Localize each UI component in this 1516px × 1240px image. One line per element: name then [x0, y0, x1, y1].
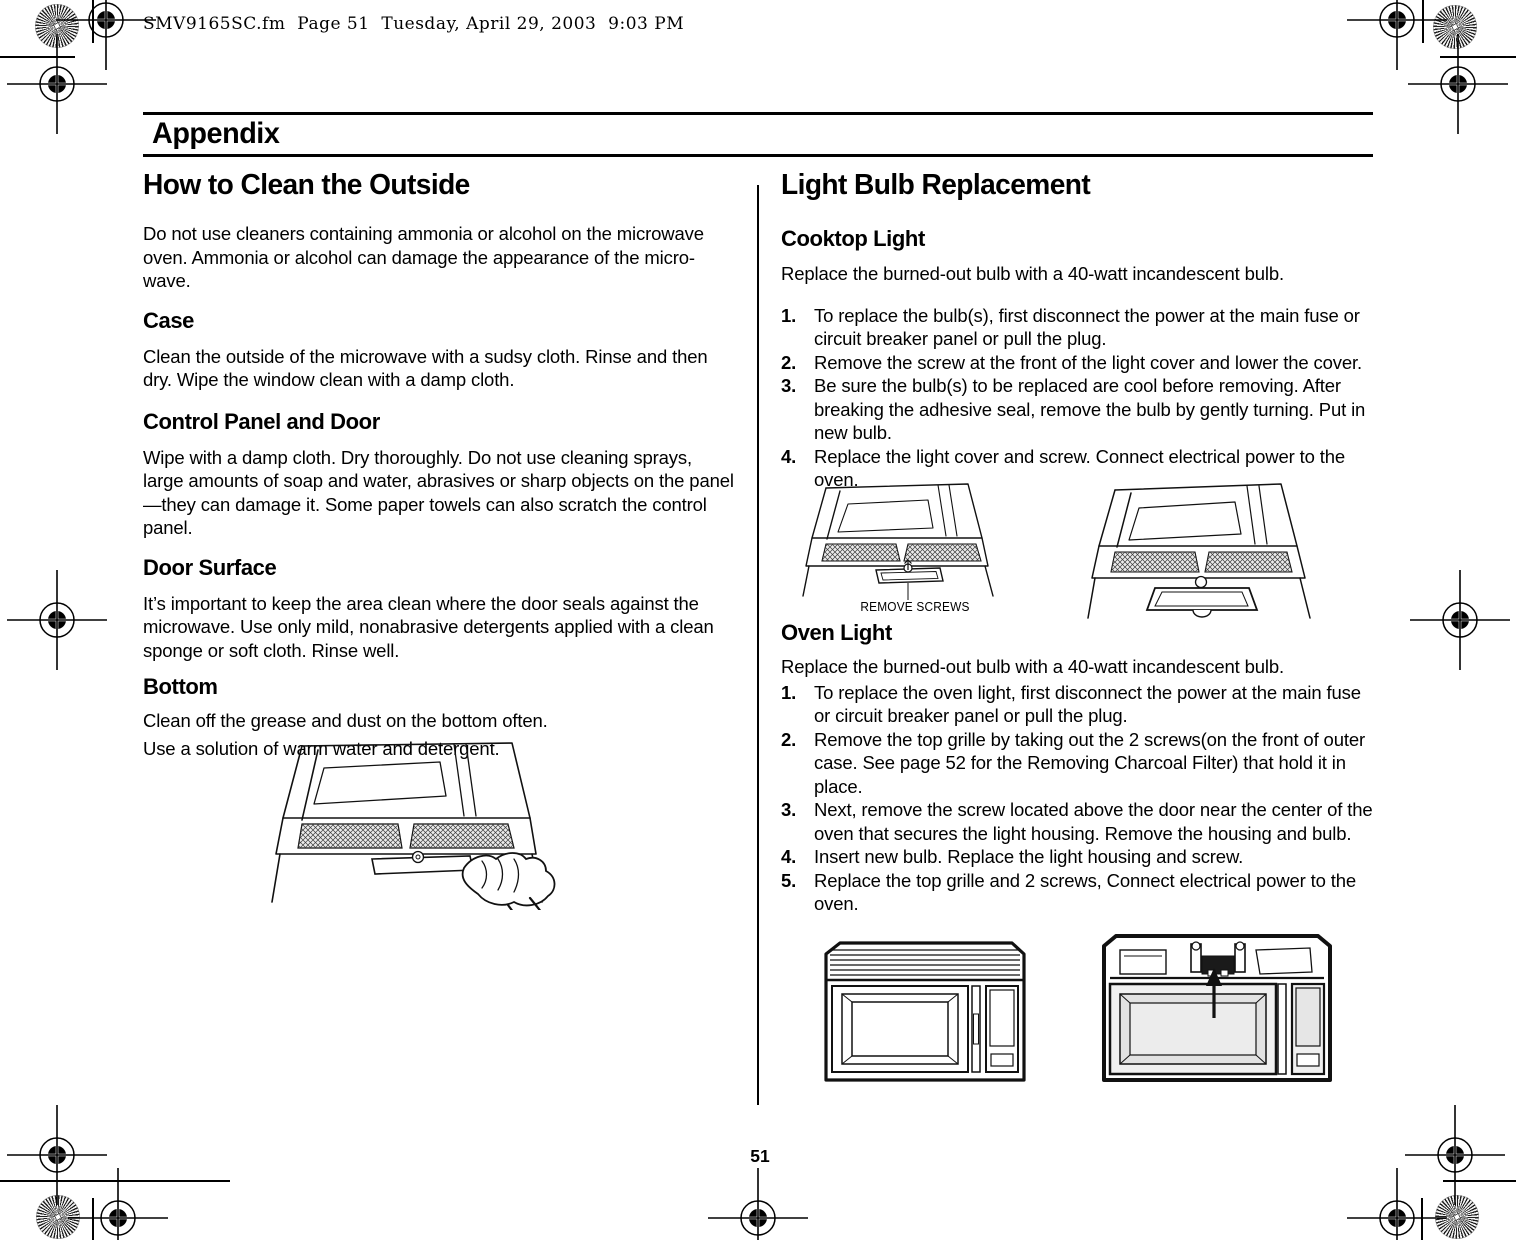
step-text: Insert new bulb. Replace the light housing and screw.: [814, 846, 1244, 867]
header-rule-bottom: [143, 154, 1373, 157]
list-item: [781, 304, 1376, 351]
heading-door-surface: Door Surface: [143, 554, 277, 580]
microwave-front-closed-illustration: [814, 936, 1038, 1086]
step-text: Replace the top grille and 2 screws, Connect electrical power to the oven.: [814, 869, 1357, 914]
registration-crosshair-mark: [7, 34, 107, 134]
oven-steps: [781, 681, 1376, 916]
list-item: [781, 798, 1376, 845]
page-number: 51: [750, 1146, 770, 1166]
step-text: Remove the top grille by taking out the 2 screws(on the front of outer case. See page 52 for the Removing Charcoal Filter) that hold it in place.: [814, 728, 1365, 797]
list-item: [781, 681, 1376, 728]
bottom-paragraph-1: Clean off the grease and dust on the bottom often.: [143, 710, 548, 731]
case-paragraph: Clean the outside of the microwave with a sudsy cloth. Rinse and then dry. Wipe the window clean with a damp cloth.: [143, 345, 708, 390]
microwave-front-grille-removed-illustration: [1096, 932, 1336, 1086]
heading-cooktop-light: Cooktop Light: [781, 226, 925, 251]
door-surface-paragraph: It’s important to keep the area clean where the door seals against the microwave. Use only mild, nonabrasive detergents applied with a clean sponge or soft cloth. Rinse well.: [143, 592, 714, 661]
print-slug-line: SMV9165SC.fm Page 51 Tuesday, April 29, 2003 9:03 PM: [143, 14, 685, 34]
section-title-clean-outside: How to Clean the Outside: [143, 169, 470, 201]
registration-crosshair-mark: [708, 1168, 808, 1240]
step-text: Be sure the bulb(s) to be replaced are cool before removing. After breaking the adhesive seal, remove the bulb by gently turning. Put in new bulb.: [814, 375, 1366, 443]
cooktop-intro: Replace the burned-out bulb with a 40-watt incandescent bulb.: [781, 263, 1285, 284]
list-item: [781, 351, 1376, 375]
clean-outside-intro: Do not use cleaners containing ammonia or alcohol on the microwave oven. Ammonia or alcohol can damage the appearance of the micro-wave.: [143, 223, 704, 291]
cooktop-light-cover-open-illustration: [1085, 482, 1347, 640]
registration-crosshair-mark: [1347, 1168, 1447, 1240]
step-text: To replace the oven light, first disconnect the power at the main fuse or circuit breaker panel or pull the plug.: [814, 681, 1361, 726]
control-panel-door-paragraph: Wipe with a damp cloth. Dry thoroughly. Do not use cleaning sprays, large amounts of soap and water, abrasives or sharp objects on the panel—they can damage it. Some paper towels can also scratch the control panel.: [143, 446, 734, 538]
step-text: To replace the bulb(s), first disconnect the power at the main fuse or circuit breaker panel or pull the plug.: [814, 304, 1360, 349]
step-number: 1.: [781, 681, 797, 703]
list-item: [781, 845, 1376, 869]
cooktop-steps: [781, 304, 1376, 492]
registration-crosshair-mark: [1408, 34, 1508, 134]
step-number: 4.: [781, 846, 797, 867]
step-text: Next, remove the screw located above the door near the center of the oven that secures the light housing. Remove the housing and bulb.: [814, 799, 1373, 844]
step-number: 3.: [781, 375, 797, 396]
step-number: 3.: [781, 799, 797, 820]
cooktop-light-block: [781, 226, 1376, 492]
list-item: [781, 374, 1376, 445]
step-text: Remove the screw at the front of the light cover and lower the cover.: [814, 351, 1363, 373]
step-number: 4.: [781, 445, 797, 467]
microwave-bottom-hand-illustration: [268, 740, 578, 910]
heading-control-panel-door: Control Panel and Door: [143, 408, 380, 434]
list-item: [781, 869, 1376, 916]
step-number: 5.: [781, 869, 797, 891]
heading-case: Case: [143, 307, 194, 333]
registration-crosshair-mark: [1410, 570, 1510, 670]
registration-crosshair-mark: [7, 570, 107, 670]
left-column: [143, 168, 735, 760]
registration-crosshair-mark: [68, 1168, 168, 1240]
heading-oven-light: Oven Light: [781, 620, 892, 645]
list-item: [781, 728, 1376, 799]
cooktop-light-cover-closed-illustration: [800, 482, 1026, 614]
heading-bottom: Bottom: [143, 674, 218, 699]
oven-light-block: [781, 620, 1376, 916]
step-number: 1.: [781, 304, 797, 326]
step-text: Replace the light cover and screw. Connect electrical power to the oven.: [814, 445, 1345, 490]
bottom-paragraph-2: Use a solution of warm water and detergent.: [143, 737, 500, 759]
step-number: 2.: [781, 351, 797, 373]
remove-screws-label: REMOVE SCREWS: [860, 600, 970, 614]
section-title-light-bulb: Light Bulb Replacement: [781, 169, 1091, 201]
page-title: Appendix: [152, 117, 280, 150]
column-divider: [757, 185, 759, 1105]
header-rule-top: [143, 112, 1373, 115]
oven-intro: Replace the burned-out bulb with a 40-watt incandescent bulb.: [781, 656, 1285, 677]
step-number: 2.: [781, 728, 797, 750]
